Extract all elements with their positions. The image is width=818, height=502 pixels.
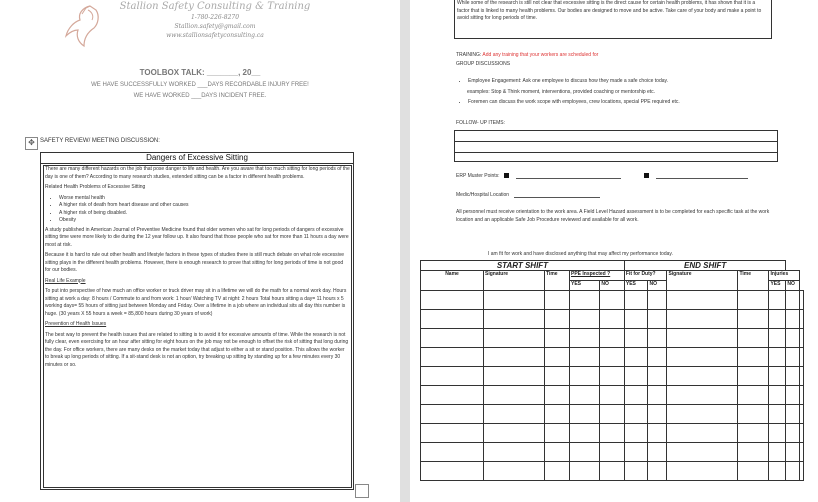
yes-header: YES [570, 281, 600, 291]
ppe-header: PPE Inspected ? [570, 271, 625, 281]
table-cell[interactable] [484, 462, 545, 481]
table-cell[interactable] [738, 386, 769, 405]
table-cell[interactable] [667, 310, 738, 329]
table-row[interactable] [421, 367, 804, 386]
table-cell[interactable] [545, 462, 570, 481]
table-cell[interactable] [800, 424, 804, 443]
no-header: NO [648, 281, 667, 291]
table-cell[interactable] [545, 348, 570, 367]
yes-header: YES [624, 281, 648, 291]
list-item: • A higher risk of death from heart disease and other causes [59, 202, 350, 210]
table-cell[interactable] [769, 386, 786, 405]
table-cell[interactable] [786, 443, 800, 462]
table-cell[interactable] [545, 443, 570, 462]
table-cell[interactable] [600, 443, 625, 462]
table-cell[interactable] [667, 462, 738, 481]
table-cell[interactable] [786, 405, 800, 424]
table-cell[interactable] [421, 291, 484, 310]
table-cell[interactable] [624, 367, 648, 386]
table-cell[interactable] [769, 424, 786, 443]
table-cell[interactable] [648, 405, 667, 424]
group-discussions-label: GROUP DISCUSSIONS [456, 61, 511, 67]
table-cell[interactable] [738, 405, 769, 424]
article-paragraph: Because it is hard to rule out other health and lifestyle factors in these types of studies there is still much debate on what role excessive sitting plays in the different health problems. However, there is enough research to prove that sitting for long periods of time is not good for our bodies. [45, 252, 345, 273]
table-cell[interactable] [738, 367, 769, 386]
table-cell[interactable] [769, 443, 786, 462]
table-cell[interactable] [570, 310, 600, 329]
checkbox-icon[interactable] [644, 173, 649, 178]
table-cell[interactable] [648, 348, 667, 367]
table-cell[interactable] [545, 329, 570, 348]
table-cell[interactable] [786, 386, 800, 405]
page-gap [400, 0, 410, 502]
checkbox-icon[interactable] [504, 173, 509, 178]
table-cell[interactable] [769, 329, 786, 348]
table-cell[interactable] [648, 367, 667, 386]
article-paragraph: The best way to prevent the health issues that are related to sitting is to avoid it for excessive amounts of time. While the research is not fully clear, even exercising for an hour after sitting for eight hours on the job may not be enough to offset the risk of sitting that long during the day. For office workers, there are many desks on the market today that adjust to either a sit or stand position. This allows the worker to break up long periods of sitting. If a sit-stand desk is not an option, try breaking up sitting by standing up for a few minutes every 30 minutes or so. [45, 331, 349, 368]
table-cell[interactable] [738, 462, 769, 481]
training-line [456, 52, 598, 58]
table-cell[interactable] [484, 310, 545, 329]
table-cell[interactable] [484, 348, 545, 367]
medic-row [456, 192, 600, 198]
table-cell[interactable] [667, 291, 738, 310]
table-cell[interactable] [738, 348, 769, 367]
table-cell[interactable] [624, 462, 648, 481]
table-cell[interactable] [600, 329, 625, 348]
table-cell[interactable] [667, 329, 738, 348]
medic-label: Medic/Hospital Location [456, 192, 510, 198]
time-header: Time [545, 271, 570, 291]
table-cell[interactable] [738, 291, 769, 310]
table-row[interactable] [421, 291, 804, 310]
table-cell[interactable] [600, 424, 625, 443]
table-row[interactable] [421, 386, 804, 405]
table-row[interactable] [421, 443, 804, 462]
table-cell[interactable] [624, 443, 648, 462]
follow-up-row[interactable] [455, 153, 777, 163]
table-cell[interactable] [484, 443, 545, 462]
table-cell[interactable] [484, 329, 545, 348]
horse-logo-icon [60, 2, 104, 48]
table-cell[interactable] [600, 386, 625, 405]
table-cell[interactable] [600, 462, 625, 481]
table-cell[interactable] [570, 386, 600, 405]
training-label: TRAINING: [456, 52, 482, 58]
table-cell[interactable] [667, 367, 738, 386]
resize-handle[interactable] [355, 484, 369, 498]
table-cell[interactable] [648, 386, 667, 405]
list-item: • Worse mental health [59, 195, 350, 203]
table-cell[interactable] [421, 367, 484, 386]
company-phone: 1-780-226-8270 [190, 14, 240, 21]
start-shift-header: START SHIFT [421, 261, 625, 271]
incident-free-line[interactable]: WE HAVE WORKED ___DAYS INCIDENT FREE. [133, 93, 267, 99]
table-cell[interactable] [738, 443, 769, 462]
table-cell[interactable] [624, 405, 648, 424]
yes-header: YES [769, 281, 786, 291]
table-row[interactable] [421, 310, 804, 329]
table-cell[interactable] [667, 405, 738, 424]
list-item: • Obesity [59, 217, 350, 225]
table-cell[interactable] [769, 310, 786, 329]
table-cell[interactable] [570, 405, 600, 424]
safety-review-label: SAFETY REVIEW/ MEETING DISCUSSION: [40, 138, 160, 144]
table-cell[interactable] [484, 367, 545, 386]
injury-free-line[interactable]: WE HAVE SUCCESSFULLY WORKED ___DAYS RECORDABLE INJURY FREE! [91, 82, 309, 88]
sign-in-table[interactable] [420, 260, 804, 481]
fit-statement: I am fit for work and have disclosed anything that may affect my performance today. [488, 251, 673, 257]
table-cell[interactable] [600, 405, 625, 424]
table-body[interactable] [421, 291, 804, 481]
no-header: NO [600, 281, 625, 291]
table-cell[interactable] [648, 291, 667, 310]
article-body[interactable] [43, 165, 352, 488]
table-cell[interactable] [421, 348, 484, 367]
table-cell[interactable] [421, 310, 484, 329]
table-cell[interactable] [421, 443, 484, 462]
prevention-heading: Prevention of Health Issues [45, 321, 107, 327]
time-header: Time [738, 271, 769, 291]
table-cell[interactable] [545, 424, 570, 443]
table-cell[interactable] [769, 367, 786, 386]
table-cell[interactable] [800, 291, 804, 310]
table-cell[interactable] [800, 462, 804, 481]
medic-field[interactable] [514, 197, 600, 198]
table-cell[interactable] [800, 405, 804, 424]
related-problems-heading: Related Health Problems of Excessive Sitting [45, 184, 146, 190]
table-cell[interactable] [570, 329, 600, 348]
table-cell[interactable] [786, 462, 800, 481]
table-cell[interactable] [545, 291, 570, 310]
table-cell[interactable] [545, 310, 570, 329]
follow-up-row[interactable] [455, 131, 777, 142]
table-cell[interactable] [570, 367, 600, 386]
table-cell[interactable] [600, 348, 625, 367]
table-cell[interactable] [484, 386, 545, 405]
table-cell[interactable] [786, 291, 800, 310]
move-handle-icon[interactable]: ✥ [25, 137, 38, 150]
table-cell[interactable] [421, 405, 484, 424]
table-cell[interactable] [624, 348, 648, 367]
table-cell[interactable] [570, 291, 600, 310]
table-cell[interactable] [648, 462, 667, 481]
list-item: examples: Stop & Think moment, interventions, provided coaching or mentorship etc. [467, 88, 656, 95]
table-cell[interactable] [786, 424, 800, 443]
follow-up-label: FOLLOW- UP ITEMS: [456, 120, 505, 126]
article-paragraph: To put into perspective of how much an office worker or truck driver may sit in a lifetime we will do the math for a normal work day. Hours sitting at work a day: 8 hours / Commute to and from work: 1 hour/ Watching TV at night: 2 hours Total hours sitting a day= 11 hours x 5 working days= 55 hours of sitting just between Monday and Friday. Over a lifetime in a job where an individual sits all day this number is huge. (30 years X 55 hours a week = 85,800 hours during 30 years of work) [45, 288, 347, 317]
letterhead [0, 0, 400, 56]
erp-field[interactable] [656, 178, 748, 179]
table-cell[interactable] [800, 367, 804, 386]
table-cell[interactable] [570, 348, 600, 367]
table-cell[interactable] [769, 291, 786, 310]
orientation-paragraph: All personnel must receive orientation to the work area. A Field Level Hazard assessment is to be completed for each specific task at the work location and an applicable Safe Job Procedure reviewed and available for all work. [456, 209, 770, 223]
table-cell[interactable] [600, 367, 625, 386]
table-cell[interactable] [648, 329, 667, 348]
signature-header: Signature [484, 271, 545, 291]
table-cell[interactable] [667, 424, 738, 443]
article-box[interactable] [40, 152, 354, 490]
article-paragraph: A study published in American Journal of Preventive Medicine found that older women who sat for long periods of dangers of excessive sitting time were more likely to die during the 12 year follow up. It also found that those people who sat for more than 11 hours a day were most at risk. [45, 226, 349, 248]
table-cell[interactable] [769, 405, 786, 424]
table-cell[interactable] [786, 367, 800, 386]
page-right [410, 0, 818, 502]
table-cell[interactable] [800, 348, 804, 367]
table-cell[interactable] [648, 310, 667, 329]
real-life-heading: Real Life Example [45, 277, 86, 284]
table-cell[interactable] [624, 424, 648, 443]
table-cell[interactable] [738, 329, 769, 348]
table-row[interactable] [421, 462, 804, 481]
no-header: NO [786, 281, 800, 291]
table-cell[interactable] [624, 310, 648, 329]
table-cell[interactable] [484, 291, 545, 310]
discussion-list [460, 78, 788, 110]
fit-for-duty-header: Fit for Duty? [624, 271, 667, 281]
company-block [110, 1, 320, 39]
article-paragraph: There are many different hazards on the job that pose danger to life and health. Are you aware that too much sitting for long periods of the day is one of them? According to many research studies, extended sitting can be a factor in different health problems. [45, 166, 350, 180]
table-cell[interactable] [800, 310, 804, 329]
table-cell[interactable] [738, 424, 769, 443]
closing-paragraph: While some of the research is still not clear that excessive sitting is the direct cause for certain health problems, it has shown that it is a factor that is linked to many health problems. Our bodies are designed to move and be active. Take care of your body and make a point to avoid sitting for long periods of time. [454, 0, 772, 39]
company-email: Stallion.safety@gmail.com [174, 23, 256, 30]
follow-up-table[interactable] [454, 130, 778, 162]
table-cell[interactable] [786, 348, 800, 367]
table-row[interactable] [421, 424, 804, 443]
table-row[interactable] [421, 405, 804, 424]
erp-label: ERP Muster Points: [456, 173, 500, 179]
table-cell[interactable] [786, 310, 800, 329]
table-cell[interactable] [570, 443, 600, 462]
erp-row [456, 173, 748, 179]
article-title: Dangers of Excessive Sitting [41, 153, 353, 164]
company-name: Stallion Safety Consulting & Training [119, 1, 311, 12]
table-cell[interactable] [800, 329, 804, 348]
table-cell[interactable] [570, 424, 600, 443]
name-header: Name [421, 271, 484, 291]
table-cell[interactable] [800, 443, 804, 462]
table-cell[interactable] [624, 291, 648, 310]
injuries-header: Injuries [769, 271, 800, 281]
toolbox-title[interactable]: TOOLBOX TALK: _______, 20__ [139, 68, 261, 77]
table-cell[interactable] [667, 443, 738, 462]
table-cell[interactable] [800, 386, 804, 405]
table-cell[interactable] [545, 405, 570, 424]
table-cell[interactable] [667, 386, 738, 405]
table-cell[interactable] [624, 386, 648, 405]
table-cell[interactable] [484, 424, 545, 443]
end-shift-header: END SHIFT [624, 261, 786, 271]
table-cell[interactable] [484, 405, 545, 424]
table-cell[interactable] [786, 329, 800, 348]
table-cell[interactable] [769, 348, 786, 367]
table-cell[interactable] [648, 424, 667, 443]
table-cell[interactable] [421, 329, 484, 348]
signature-header: Signature [667, 271, 738, 291]
table-cell[interactable] [648, 443, 667, 462]
table-cell[interactable] [421, 462, 484, 481]
health-problem-list [59, 195, 350, 225]
page-left [0, 0, 400, 502]
erp-field[interactable] [516, 178, 621, 179]
follow-up-row[interactable] [455, 142, 777, 153]
table-cell[interactable] [667, 348, 738, 367]
table-cell[interactable] [624, 329, 648, 348]
table-cell[interactable] [570, 462, 600, 481]
list-item: • Employee Engagement: Ask one employee to discuss how they made a safe choice today. [468, 78, 788, 86]
table-cell[interactable] [421, 386, 484, 405]
table-row[interactable] [421, 329, 804, 348]
table-cell[interactable] [600, 291, 625, 310]
table-cell[interactable] [769, 462, 786, 481]
list-item: • Foremen can discuss the work scope with employees, crew locations, special PPE required etc. [468, 99, 788, 107]
table-row[interactable] [421, 348, 804, 367]
list-item: • A higher risk of being disabled. [59, 210, 350, 218]
company-website: www.stallionsafetyconsulting.ca [166, 32, 264, 39]
table-cell[interactable] [545, 367, 570, 386]
table-cell[interactable] [600, 310, 625, 329]
training-note[interactable]: Add any training that your workers are scheduled for [482, 52, 599, 58]
table-cell[interactable] [545, 386, 570, 405]
table-cell[interactable] [421, 424, 484, 443]
table-cell[interactable] [738, 310, 769, 329]
